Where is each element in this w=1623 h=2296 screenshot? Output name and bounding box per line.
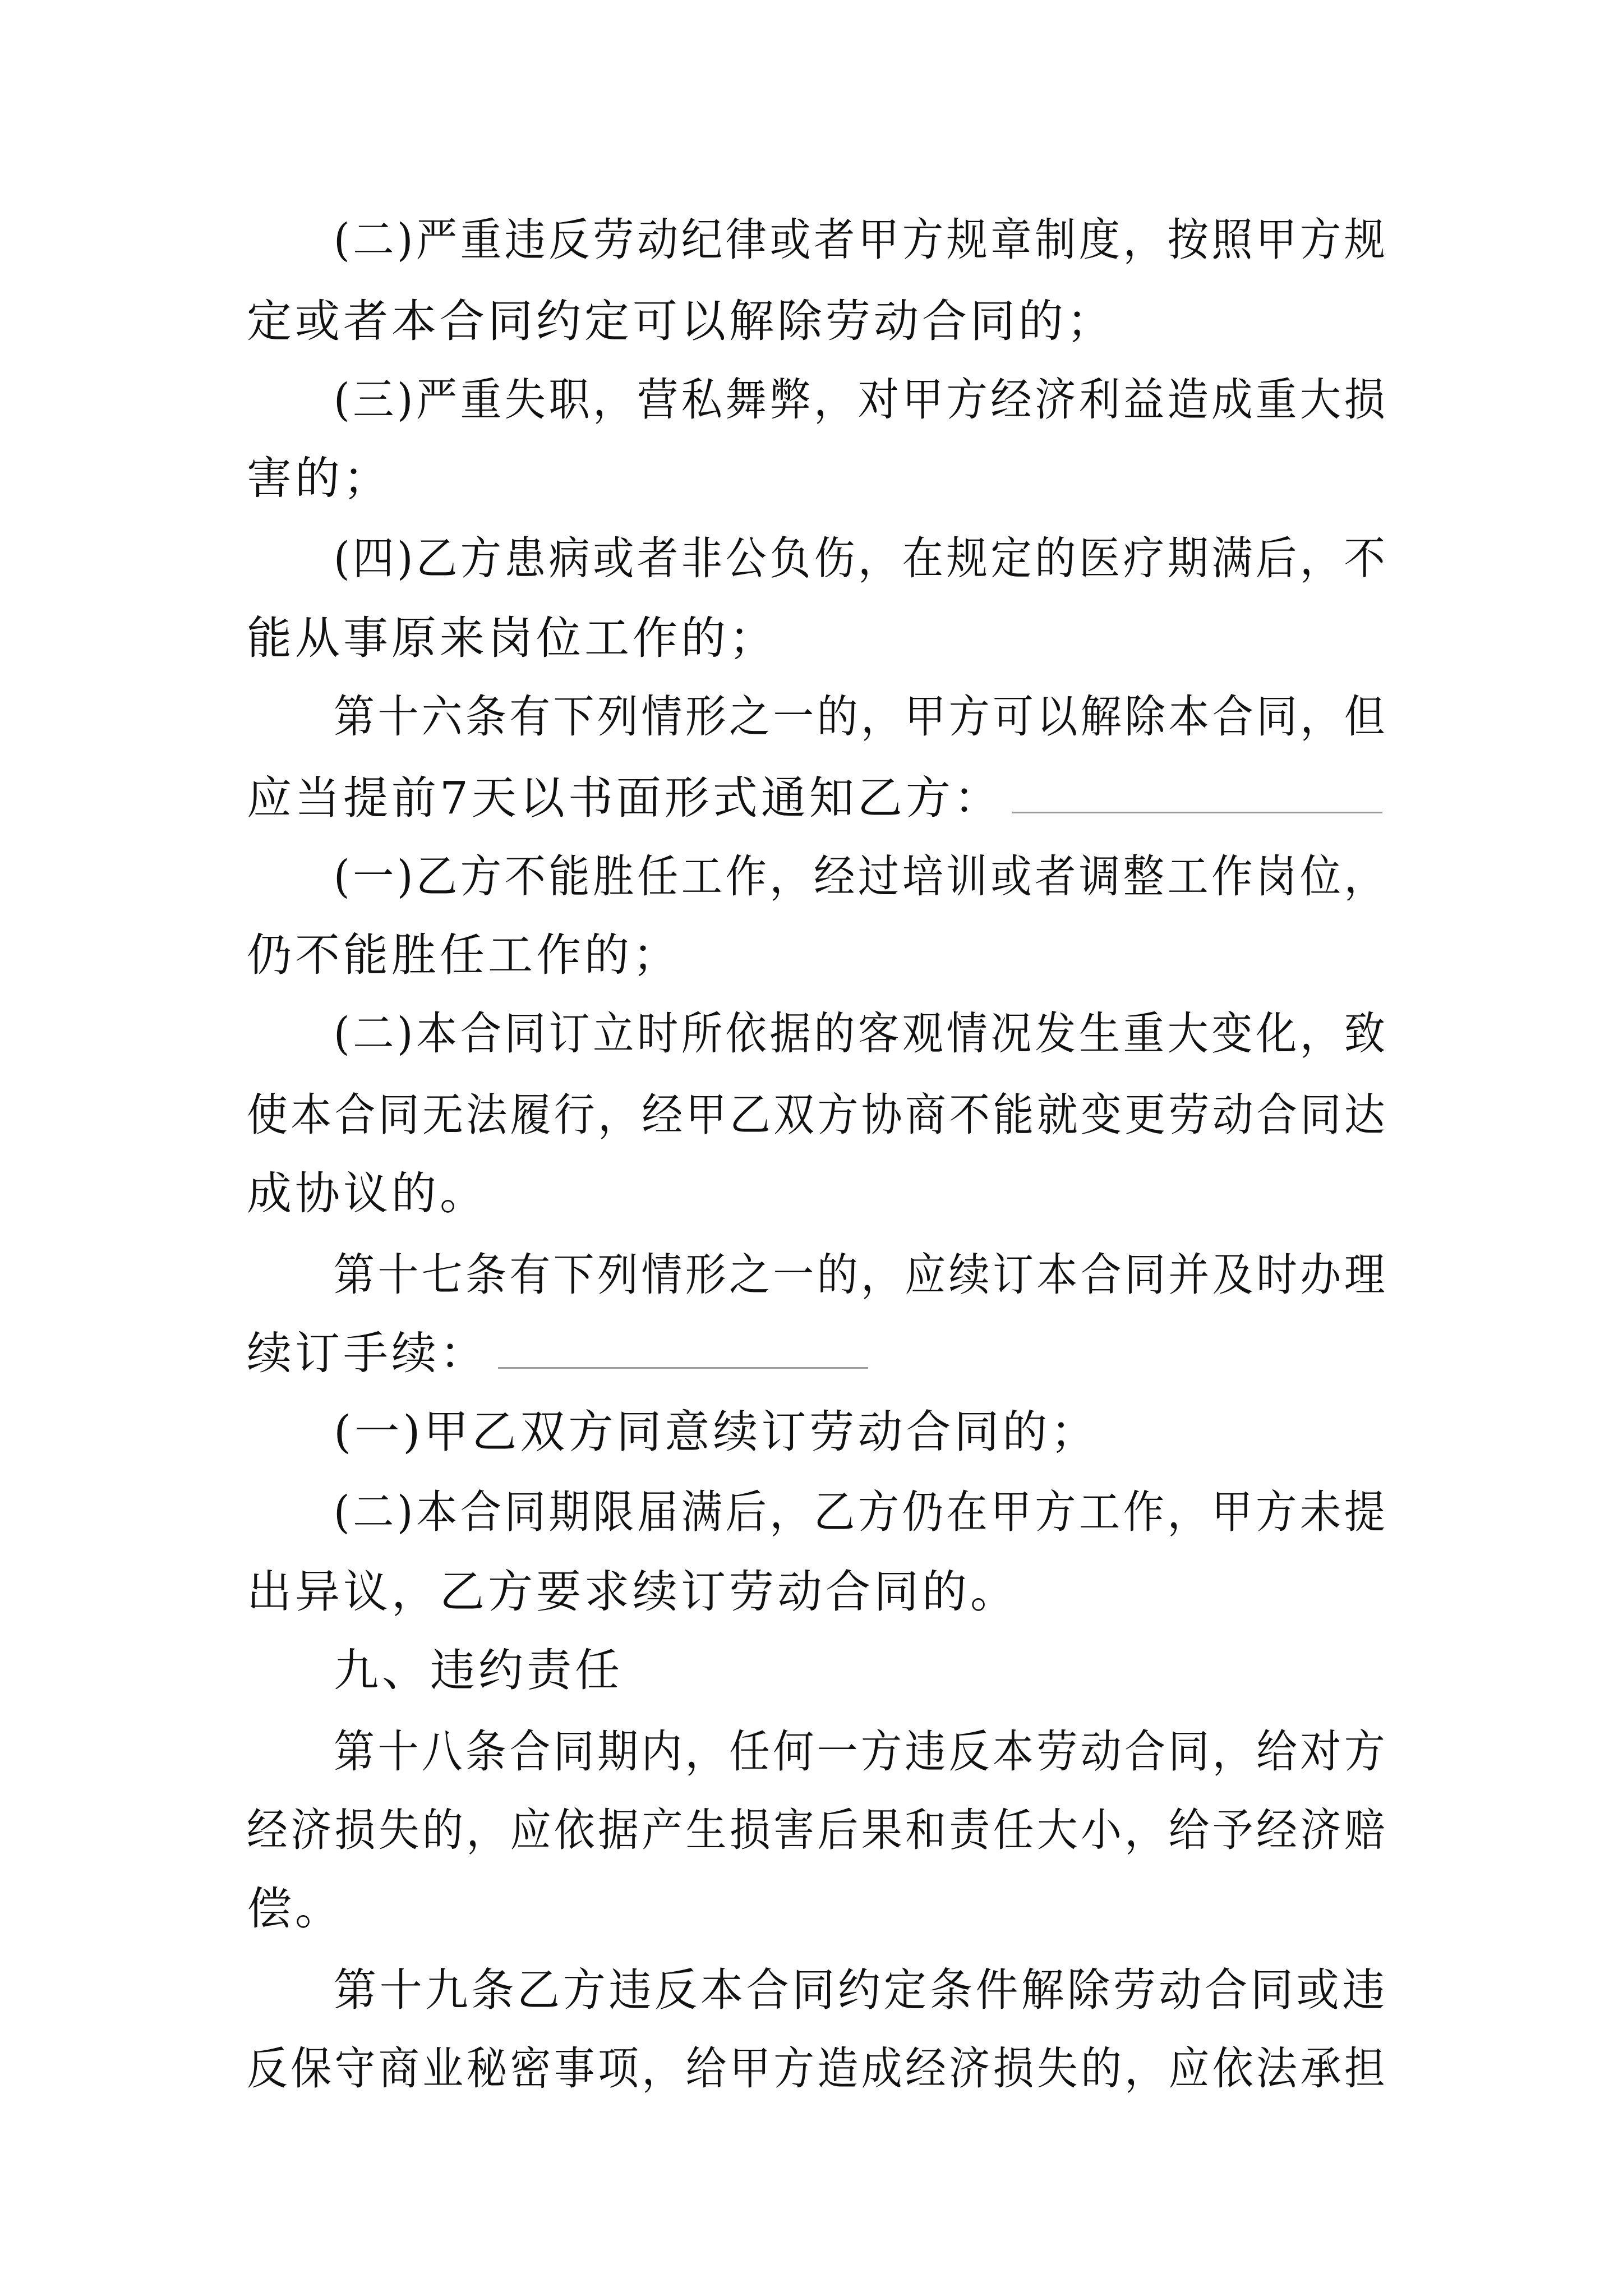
line-text: (二)严重违反劳动纪律或者甲方规章制度，按照甲方规 [334,214,1389,266]
line-text: 经济损失的，应依据产生损害后果和责任大小，给予经济赔 [247,1804,1388,1856]
line-text: (三)严重失职，营私舞弊，对甲方经济利益造成重大损 [334,374,1389,426]
line-text: 第十九条乙方违反本合同约定条件解除劳动合同或违 [334,1964,1389,2016]
line-text: 仍不能胜任工作的； [247,929,681,981]
line-text: 偿。 [247,1883,343,1935]
line-text: 能从事原来岗位工作的； [247,612,777,664]
line-text: 续订手续： [247,1327,488,1379]
text-line [334,1963,1388,2017]
line-text: 第十七条有下列情形之一的，应续订本合同并及时办理 [334,1249,1389,1301]
text-line [334,532,1388,586]
text-line [247,452,391,505]
line-text: 使本合同无法履行，经甲乙双方协商不能就变更劳动合同达 [247,1089,1388,1141]
text-line [334,1405,1099,1459]
text-line [247,1882,343,1936]
text-line [334,1485,1388,1539]
line-text: (四)乙方患病或者非公负伤，在规定的医疗期满后，不 [334,532,1389,585]
line-text: (一)乙方不能胜任工作，经过培训或者调整工作岗位， [334,850,1389,903]
text-line [247,1327,868,1381]
text-line [247,611,777,665]
text-line [247,928,681,982]
text-line [334,1248,1388,1302]
text-line [334,850,1388,904]
text-line [247,1565,1018,1619]
line-text: 第十八条合同期内，任何一方违反本劳动合同，给对方 [334,1726,1389,1778]
text-line [334,690,1388,744]
text-line [334,373,1388,427]
line-text: 定或者本合同约定可以解除劳动合同的； [247,295,1115,347]
line-text: 第十六条有下列情形之一的，甲方可以解除本合同，但 [334,691,1389,743]
blank-underline [498,1333,868,1369]
line-text: 应当提前7天以书面形式通知乙方： [247,772,1002,824]
line-text: (二)本合同期限届满后，乙方仍在甲方工作，甲方未提 [334,1486,1389,1538]
line-text: (一)甲乙双方同意续订劳动合同的； [334,1406,1099,1458]
text-line [334,1725,1388,1779]
section-heading [334,1644,623,1697]
line-text: 害的； [247,452,391,504]
text-line [247,1167,488,1221]
blank-underline [1012,778,1382,813]
line-text: 反保守商业秘密事项，给甲方造成经济损失的，应依法承担 [247,2042,1388,2095]
line-text: (二)本合同订立时所依据的客观情况发生重大变化，致 [334,1007,1389,1060]
text-line [334,213,1388,267]
line-text: 出异议，乙方要求续订劳动合同的。 [247,1566,1018,1618]
text-line [247,2042,1388,2096]
text-line [247,295,1115,348]
line-text: 成协议的。 [247,1167,488,1220]
text-line [247,1088,1388,1142]
text-line [247,771,1382,825]
text-line [334,1007,1388,1061]
text-line [247,1803,1388,1857]
line-text: 九、违约责任 [334,1644,623,1696]
